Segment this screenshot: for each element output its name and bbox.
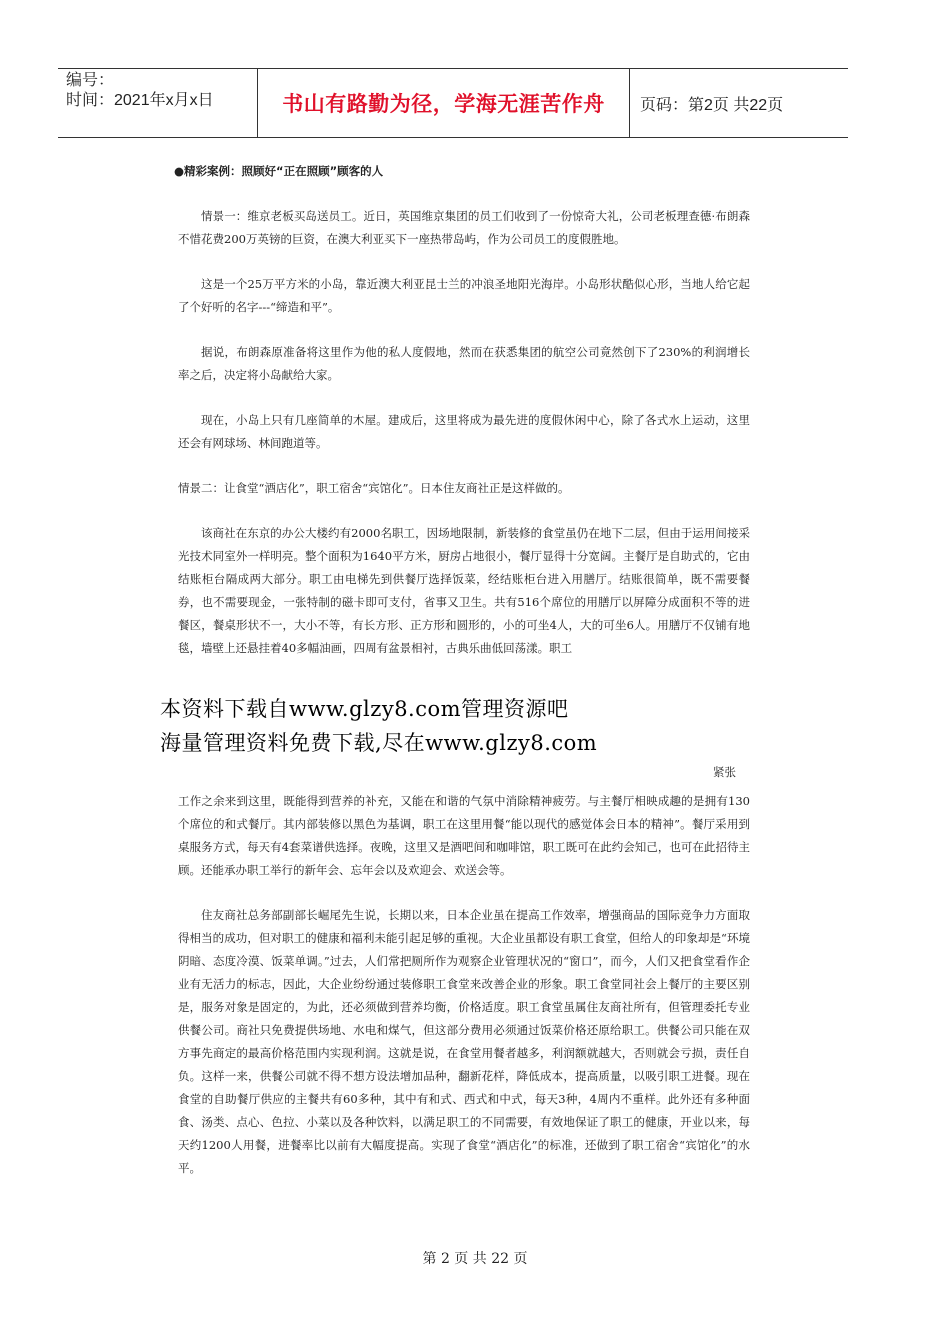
time-label: 时间：2021年x月x日 (66, 92, 214, 109)
header-meta (58, 69, 258, 137)
paragraph: 据说，布朗森原准备将这里作为他的私人度假地，然而在获悉集团的航空公司竟然创下了230%的利润增长率之后，决定将小岛献给大家。 (178, 345, 750, 382)
paragraph: 现在，小岛上只有几座简单的木屋。建成后，这里将成为最先进的度假休闲中心，除了各式水上运动，这里还会有网球场、林间跑道等。 (178, 413, 750, 450)
section-title: ●精彩案例：照顾好“正在照顾”顾客的人 (174, 164, 384, 178)
scene2-title: 情景二：让食堂“酒店化”，职工宿舍“宾馆化”。日本住友商社正是这样做的。 (178, 481, 570, 495)
serial-label: 编号： (66, 72, 115, 89)
watermark-line-1: 本资料下载自www.glzy8.com管理资源吧 (160, 697, 569, 721)
download-watermark (160, 692, 597, 760)
paragraph: 这是一个25万平方米的小岛，靠近澳大利亚昆士兰的冲浪圣地阳光海岸。小岛形状酷似心形，当地人给它起了个好听的名字---“缔造和平”。 (178, 277, 750, 314)
page-footer: 第 2 页 共 22 页 (422, 1251, 528, 1267)
overflow-word: 紧张 (713, 765, 736, 779)
paragraph: 工作之余来到这里，既能得到营养的补充，又能在和谐的气氛中消除精神疲劳。与主餐厅相映成趣的是拥有130个席位的和式餐厅。其内部装修以黑色为基调，职工在这里用餐“能以现代的感觉体会日本的精神”。餐厅采用到桌服务方式，每天有4套菜谱供选择。夜晚，这里又是酒吧间和咖啡馆，职工既可在此约会知己，也可在此招待主顾。还能承办职工举行的新年会、忘年会以及欢迎会、欢送会等。 (178, 794, 750, 877)
paragraph: 住友商社总务部副部长崛尾先生说，长期以来，日本企业虽在提高工作效率，增强商品的国际竞争力方面取得相当的成功，但对职工的健康和福利未能引起足够的重视。大企业虽都设有职工食堂，但给人的印象却是“环境阴暗、态度冷漠、饭菜单调。”过去，人们常把厕所作为观察企业管理状况的“窗口”，而今，人们又把食堂看作企业有无活力的标志，因此，大企业纷纷通过装修职工食堂来改善企业的形象。职工食堂同社会上餐厅的主要区别是，服务对象是固定的，为此，还必须做到营养均衡，价格适度。职工食堂虽属住友商社所有，但管理委托专业供餐公司。商社只免费提供场地、水电和煤气，但这部分费用必须通过饭菜价格还原给职工。供餐公司只能在双方事先商定的最高价格范围内实现利润。这就是说，在食堂用餐者越多，利润额就越大，否则就会亏损，责任自负。这样一来，供餐公司就不得不想方设法增加品种，翻新花样，降低成本，提高质量，以吸引职工进餐。现在食堂的自助餐厅供应的主餐共有60多种，其中有和式、西式和中式，每天3种，4周内不重样。此外还有多种面食、汤类、点心、色拉、小菜以及各种饮料，以满足职工的不同需要，有效地保证了职工的健康，开业以来，每天约1200人用餐，进餐率比以前有大幅度提高。实现了食堂“酒店化”的标准，还做到了职工宿舍“宾馆化”的水平。 (178, 908, 750, 1175)
watermark-line-2: 海量管理资料免费下载,尽在www.glzy8.com (160, 731, 598, 755)
header-motto: 书山有路勤为径，学海无涯苦作舟 (282, 92, 605, 116)
article-body-bottom (178, 790, 750, 1202)
paragraph: 该商社在东京的办公大楼约有2000名职工，因场地限制，新装修的食堂虽仍在地下二层，但由于运用间接采光技术同室外一样明亮。整个面积为1640平方米，厨房占地很小，餐厅显得十分宽阔。主餐厅是自助式的，它由结账柜台隔成两大部分。职工由电梯先到供餐厅选择饭菜，经结账柜台进入用膳厅。结账很简单，既不需要餐券，也不需要现金，一张特制的磁卡即可支付，省事又卫生。共有516个席位的用膳厅以屏障分成面积不等的进餐区，餐桌形状不一，大小不等，有长方形、正方形和圆形的，小的可坐4人，大的可坐6人。用膳厅不仅铺有地毯，墙壁上还悬挂着40多幅油画，四周有盆景相衬，古典乐曲低回荡漾。职工 (178, 526, 750, 655)
page-header (58, 68, 848, 138)
paragraph: 情景一：维京老板买岛送员工。近日，英国维京集团的员工们收到了一份惊奇大礼，公司老板理查德·布朗森不惜花费200万英镑的巨资，在澳大利亚买下一座热带岛屿，作为公司员工的度假胜地。 (178, 209, 750, 246)
header-page-info: 页码：第2页 共22页 (640, 96, 784, 114)
header-motto-cell (258, 69, 630, 137)
article-body-top (174, 160, 750, 682)
